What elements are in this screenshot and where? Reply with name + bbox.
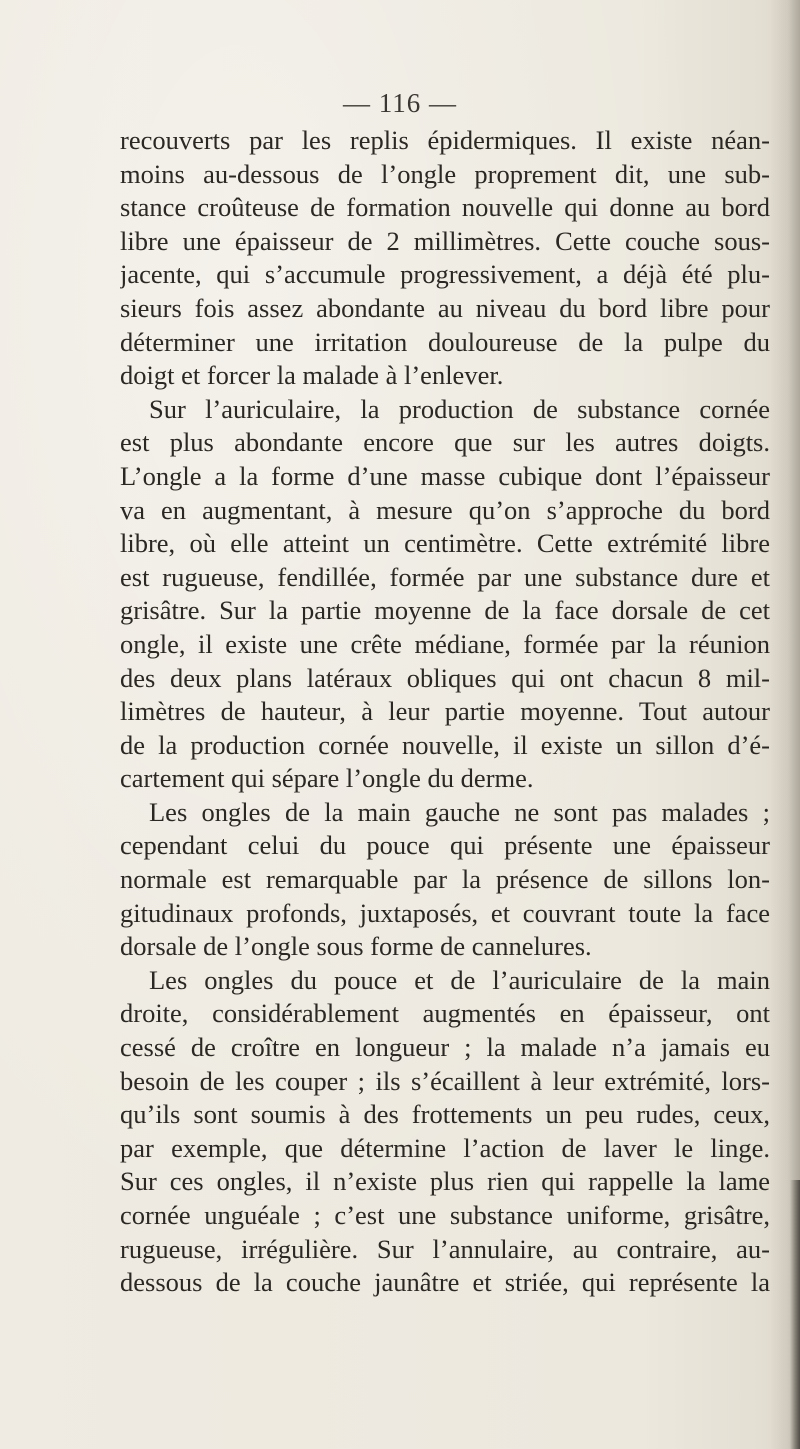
text-line: normale est remarquable par la présence de sillons lon- (120, 864, 770, 895)
text-line: va en augmentant, à mesure qu’on s’approche du bord (120, 494, 770, 525)
text-line: est plus abondante encore que sur les autres doigts. (120, 427, 770, 458)
text-line: cornée unguéale ; c’est une substance uniforme, grisâtre, (120, 1200, 770, 1230)
text-line: libre, où elle atteint un centimètre. Cette extrémité libre (120, 528, 770, 559)
binding-shadow (790, 1180, 800, 1449)
text-line: besoin de les couper ; ils s’écaillent à leur extrémité, lors- (120, 1065, 770, 1096)
text-line: rugueuse, irrégulière. Sur l’annulaire, au contraire, au- (120, 1233, 770, 1264)
page-number: — 116 — (343, 88, 457, 118)
text-line: droite, considérablement augmentés en épaisseur, ont (120, 998, 770, 1029)
text-line: cessé de croître en longueur ; la malade n’a jamais eu (120, 1032, 770, 1063)
text-line: dorsale de l’ongle sous forme de cannelures. (120, 931, 592, 962)
text-line: grisâtre. Sur la partie moyenne de la face dorsale de cet (120, 595, 770, 626)
text-line: Les ongles de la main gauche ne sont pas malades ; (149, 796, 770, 827)
text-line: par exemple, que détermine l’action de laver le linge. (120, 1132, 770, 1163)
text-line: sieurs fois assez abondante au niveau du bord libre pour (120, 292, 770, 323)
text-line: ongle, il existe une crête médiane, formée par la réunion (120, 628, 770, 659)
text-line: recouverts par les replis épidermiques. Il existe néan- (120, 125, 770, 155)
text-line: qu’ils sont soumis à des frottements un peu rudes, ceux, (120, 1099, 770, 1130)
text-line: doigt et forcer la malade à l’enlever. (120, 360, 504, 391)
text-line: Sur ces ongles, il n’existe plus rien qui rappelle la lame (120, 1166, 770, 1197)
text-line: Les ongles du pouce et de l’auriculaire de la main (149, 964, 770, 995)
text-line: Sur l’auriculaire, la production de substance cornée (149, 393, 770, 424)
text-line: dessous de la couche jaunâtre et striée, qui représente la (120, 1267, 770, 1298)
body-text (120, 124, 770, 1300)
text-line: cartement qui sépare l’ongle du derme. (120, 763, 534, 794)
text-line: jacente, qui s’accumule progressivement, a déjà été plu- (120, 259, 770, 290)
text-line: stance croûteuse de formation nouvelle qui donne au bord (120, 192, 770, 223)
text-line: cependant celui du pouce qui présente une épaisseur (120, 830, 770, 861)
text-line: déterminer une irritation douloureuse de la pulpe du (120, 326, 770, 357)
text-line: moins au-dessous de l’ongle proprement dit, une sub- (120, 158, 770, 189)
text-line: de la production cornée nouvelle, il existe un sillon d’é- (120, 729, 770, 760)
text-line: est rugueuse, fendillée, formée par une substance dure et (120, 561, 770, 592)
text-line: gitudinaux profonds, juxtaposés, et couvrant toute la face (120, 897, 770, 928)
text-line: libre une épaisseur de 2 millimètres. Cette couche sous- (120, 225, 770, 256)
text-line: des deux plans latéraux obliques qui ont chacun 8 mil- (120, 662, 770, 693)
text-line: L’ongle a la forme d’une masse cubique dont l’épaisseur (120, 460, 770, 491)
text-line: limètres de hauteur, à leur partie moyenne. Tout autour (120, 696, 770, 727)
